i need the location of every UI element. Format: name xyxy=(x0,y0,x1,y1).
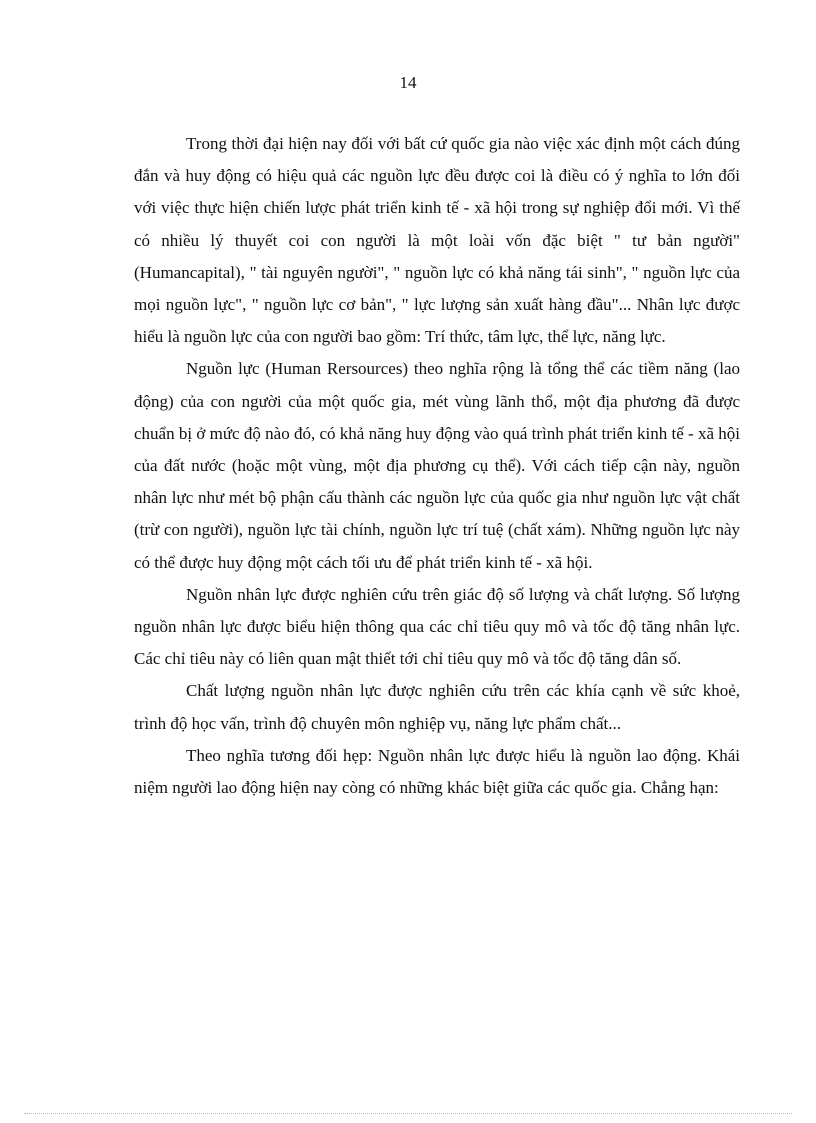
paragraph-1: Trong thời đại hiện nay đối với bất cứ quốc gia nào việc xác định một cách đúng đắn và huy động có hiệu quả các nguồn lực đều được coi là điều có ý nghĩa to lớn đối với việc thực hiện chiến lược phát triển kinh tế - xã hội trong sự nghiệp đổi mới. Vì thế có nhiều lý thuyết coi con người là một loài vốn đặc biệt " tư bản người" (Humancapital), " tài nguyên người", " nguồn lực có khả năng tái sinh", " nguồn lực của mọi nguồn lực", " nguồn lực cơ bản", " lực lượng sản xuất hàng đầu"... Nhân lực được hiểu là nguồn lực của con người bao gồm: Trí thức, tâm lực, thể lực, năng lực. xyxy=(134,134,740,347)
page-bottom-divider xyxy=(24,1113,792,1114)
paragraph-4: Chất lượng nguồn nhân lực được nghiên cứu trên các khía cạnh về sức khoẻ, trình độ học vấn, trình độ chuyên môn nghiệp vụ, năng lực phẩm chất... xyxy=(134,681,740,733)
page-number: 14 xyxy=(399,73,417,92)
paragraph-2: Nguồn lực (Human Rersources) theo nghĩa rộng là tổng thể các tiềm năng (lao động) của con người của một quốc gia, mét vùng lãnh thổ, một địa phương đã được chuẩn bị ở mức độ nào đó, có khả năng huy động vào quá trình phát triển kinh tế - xã hội của đất nước (hoặc một vùng, một địa phương cụ thể). Với cách tiếp cận này, nguồn nhân lực như mét bộ phận cấu thành các nguồn lực của quốc gia như nguồn lực vật chất (trừ con người), nguồn lực tài chính, nguồn lực trí tuệ (chất xám). Những nguồn lực này có thể được huy động một cách tối ưu để phát triển kinh tế - xã hội. xyxy=(134,359,740,572)
body-text xyxy=(134,128,740,804)
paragraph-5: Theo nghĩa tương đối hẹp: Nguồn nhân lực được hiểu là nguồn lao động. Khái niệm người lao động hiện nay còng có những khác biệt giữa các quốc gia. Chẳng hạn: xyxy=(134,745,740,798)
paragraph-3: Nguồn nhân lực được nghiên cứu trên giác độ số lượng và chất lượng. Số lượng nguồn nhân lực được biểu hiện thông qua các chỉ tiêu quy mô và tốc độ tăng nhân lực. Các chỉ tiêu này có liên quan mật thiết tới chỉ tiêu quy mô và tốc độ tăng dân số. xyxy=(134,584,740,669)
